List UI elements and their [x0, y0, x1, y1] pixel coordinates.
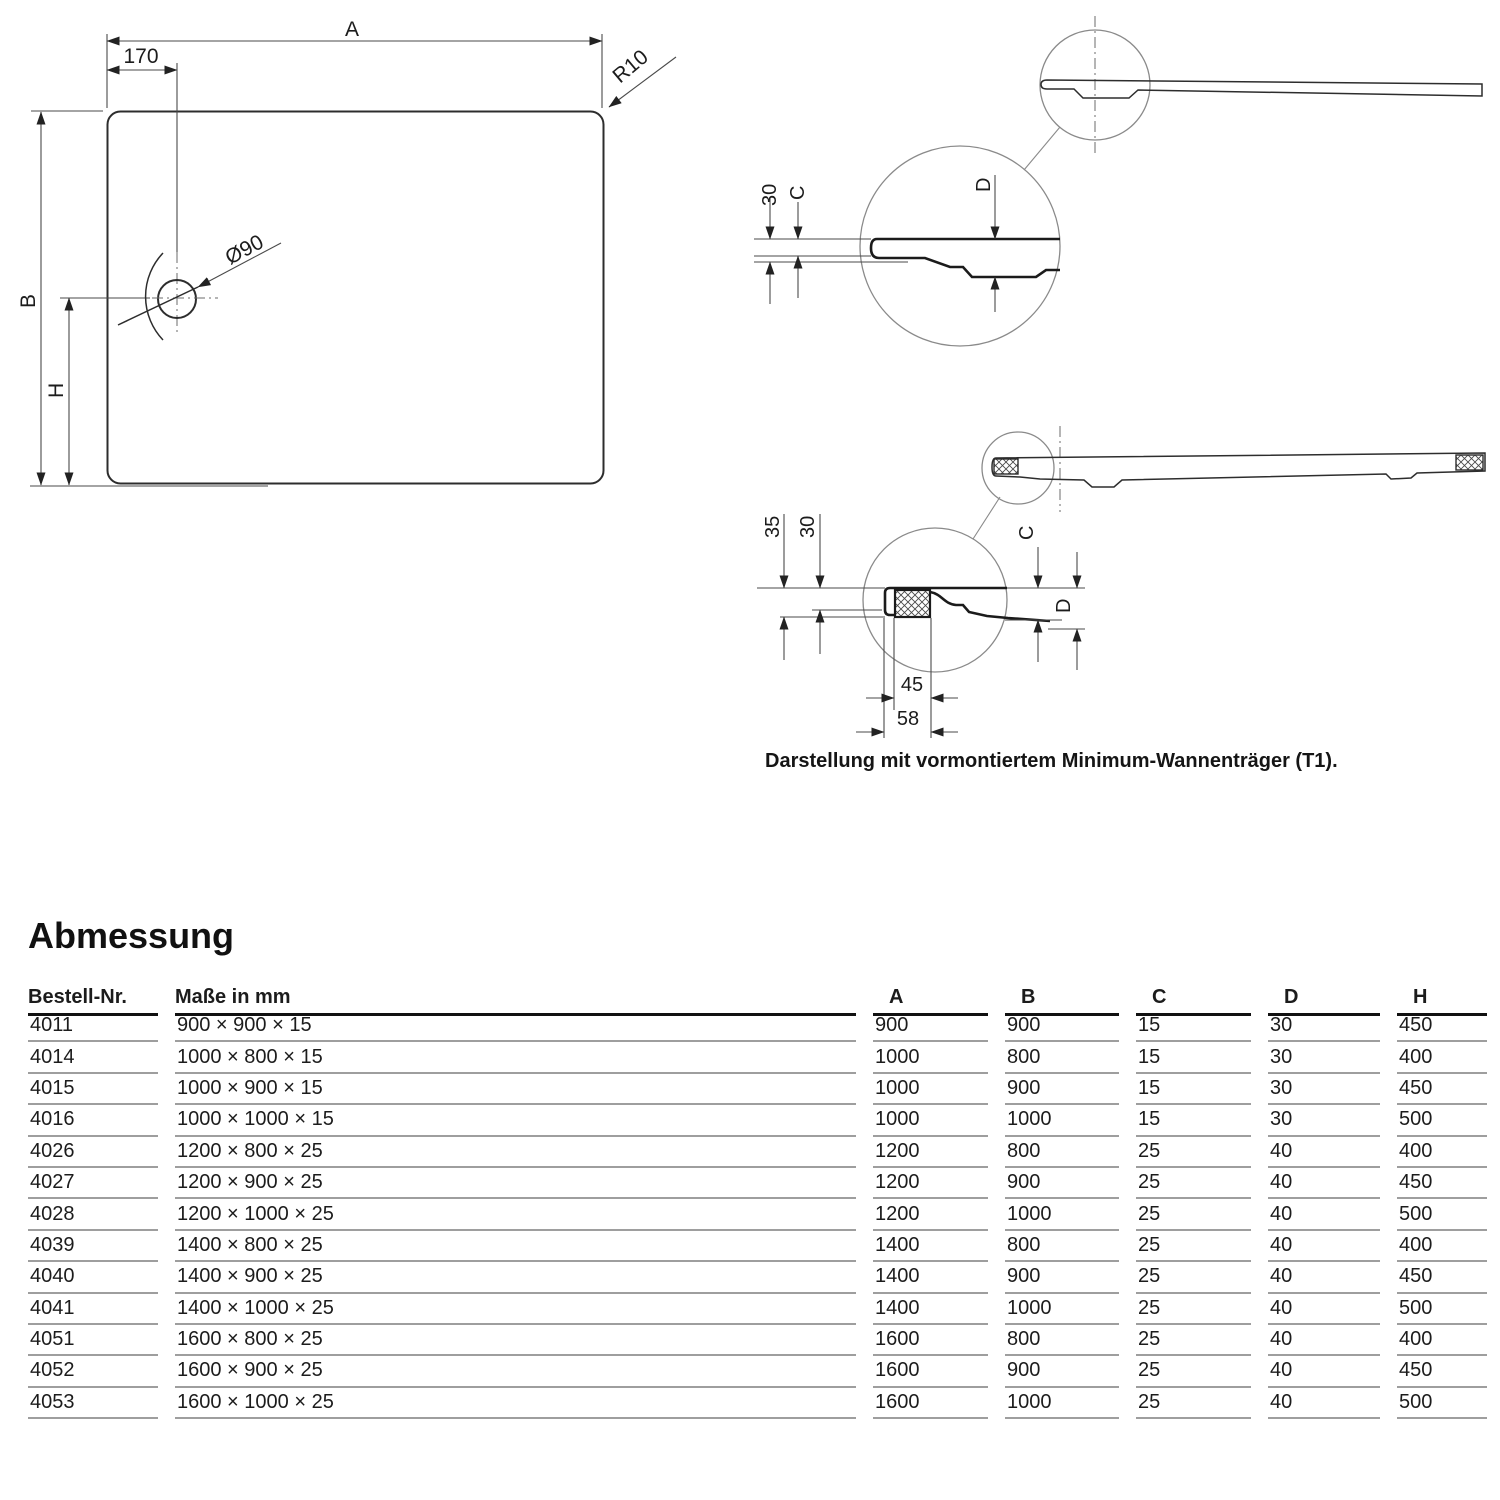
cell-d: 40 — [1268, 1294, 1380, 1325]
dim-label-a: A — [344, 18, 360, 41]
column-header-a: A — [873, 986, 988, 1016]
cell-h: 400 — [1397, 1231, 1487, 1262]
cell-c: 25 — [1136, 1325, 1251, 1356]
cell-masse: 1200 × 800 × 25 — [175, 1137, 856, 1168]
cell-a: 1400 — [873, 1294, 988, 1325]
dimension-c — [787, 186, 809, 298]
dim-label-b: B — [17, 293, 40, 308]
section-title: Abmessung — [28, 915, 235, 956]
dimension-d — [973, 175, 995, 312]
cell-masse: 1600 × 800 × 25 — [175, 1325, 856, 1356]
cell-b: 900 — [1005, 1356, 1119, 1387]
cell-bestell-nr: 4028 — [28, 1199, 158, 1230]
table-row — [28, 1105, 1487, 1136]
cell-c: 25 — [1136, 1388, 1251, 1419]
cell-h: 500 — [1397, 1105, 1487, 1136]
cell-bestell-nr: 4039 — [28, 1231, 158, 1262]
dim-label-45: 45 — [900, 674, 924, 696]
cell-bestell-nr: 4014 — [28, 1042, 158, 1073]
dimensions-table — [28, 986, 1487, 1419]
table-header-row — [28, 986, 1487, 1011]
cell-masse: 1400 × 800 × 25 — [175, 1231, 856, 1262]
section-drawing-carrier — [740, 420, 1500, 760]
cell-h: 500 — [1397, 1388, 1487, 1419]
cell-bestell-nr: 4027 — [28, 1168, 158, 1199]
dim-label-c-carrier: C — [1016, 525, 1038, 540]
cell-c: 25 — [1136, 1294, 1251, 1325]
side-profile — [1024, 16, 1482, 170]
cell-a: 1600 — [873, 1356, 988, 1387]
cell-b: 1000 — [1005, 1105, 1119, 1136]
cell-c: 25 — [1136, 1356, 1251, 1387]
cell-b: 800 — [1005, 1231, 1119, 1262]
cell-a: 1000 — [873, 1105, 988, 1136]
dim-label-30: 30 — [759, 183, 781, 206]
dimension-30 — [759, 184, 781, 304]
carrier-hatch-left — [994, 459, 1018, 474]
cell-c: 25 — [1136, 1168, 1251, 1199]
cell-h: 450 — [1397, 1356, 1487, 1387]
cell-b: 900 — [1005, 1074, 1119, 1105]
table-row — [28, 1042, 1487, 1073]
cell-d: 40 — [1268, 1262, 1380, 1293]
table-row — [28, 1011, 1487, 1042]
cell-c: 15 — [1136, 1011, 1251, 1042]
cell-bestell-nr: 4052 — [28, 1356, 158, 1387]
cell-c: 25 — [1136, 1137, 1251, 1168]
dim-label-r10: R10 — [608, 45, 653, 88]
cell-h: 400 — [1397, 1325, 1487, 1356]
column-header-masse: Maße in mm — [175, 986, 856, 1016]
cell-a: 1000 — [873, 1074, 988, 1105]
table-row — [28, 1231, 1487, 1262]
dim-label-35: 35 — [762, 515, 784, 538]
cell-h: 450 — [1397, 1168, 1487, 1199]
plan-view-drawing — [0, 0, 700, 520]
cell-masse: 900 × 900 × 15 — [175, 1011, 856, 1042]
carrier-hatch-right — [1456, 455, 1483, 470]
cell-h: 450 — [1397, 1074, 1487, 1105]
cell-c: 15 — [1136, 1074, 1251, 1105]
cell-bestell-nr: 4040 — [28, 1262, 158, 1293]
cell-bestell-nr: 4016 — [28, 1105, 158, 1136]
table-row — [28, 1356, 1487, 1387]
dimension-d-carrier — [1053, 552, 1077, 670]
cell-masse: 1000 × 800 × 15 — [175, 1042, 856, 1073]
cell-bestell-nr: 4053 — [28, 1388, 158, 1419]
table-row — [28, 1262, 1487, 1293]
cell-a: 1200 — [873, 1199, 988, 1230]
cell-b: 800 — [1005, 1325, 1119, 1356]
cell-c: 25 — [1136, 1231, 1251, 1262]
cell-c: 25 — [1136, 1262, 1251, 1293]
cell-d: 40 — [1268, 1137, 1380, 1168]
cell-bestell-nr: 4015 — [28, 1074, 158, 1105]
table-row — [28, 1388, 1487, 1419]
detail-circle-large — [860, 146, 1060, 346]
cell-masse: 1000 × 1000 × 15 — [175, 1105, 856, 1136]
cell-c: 25 — [1136, 1199, 1251, 1230]
cell-d: 30 — [1268, 1105, 1380, 1136]
cell-b: 900 — [1005, 1262, 1119, 1293]
cell-b: 800 — [1005, 1137, 1119, 1168]
cell-b: 800 — [1005, 1042, 1119, 1073]
cell-bestell-nr: 4011 — [28, 1011, 158, 1042]
cell-h: 400 — [1397, 1137, 1487, 1168]
dim-label-c: C — [787, 185, 809, 200]
cell-b: 900 — [1005, 1168, 1119, 1199]
column-header-h: H — [1397, 986, 1487, 1016]
cell-d: 40 — [1268, 1168, 1380, 1199]
dimension-a — [107, 18, 602, 108]
cell-b: 1000 — [1005, 1199, 1119, 1230]
cell-bestell-nr: 4041 — [28, 1294, 158, 1325]
table-row — [28, 1137, 1487, 1168]
cell-d: 40 — [1268, 1356, 1380, 1387]
cell-h: 400 — [1397, 1042, 1487, 1073]
cell-a: 1400 — [873, 1262, 988, 1293]
cell-d: 30 — [1268, 1042, 1380, 1073]
cell-bestell-nr: 4026 — [28, 1137, 158, 1168]
dimension-170 — [107, 45, 177, 333]
section-drawing-basic — [740, 0, 1500, 420]
cell-masse: 1000 × 900 × 15 — [175, 1074, 856, 1105]
dim-label-170: 170 — [123, 45, 159, 68]
table-row — [28, 1199, 1487, 1230]
cell-a: 1200 — [873, 1137, 988, 1168]
cell-a: 1600 — [873, 1325, 988, 1356]
column-header-d: D — [1268, 986, 1380, 1016]
cell-d: 40 — [1268, 1231, 1380, 1262]
dimension-r10 — [608, 45, 676, 107]
cell-d: 30 — [1268, 1074, 1380, 1105]
column-header-bestell-nr: Bestell-Nr. — [28, 986, 158, 1016]
cell-a: 1400 — [873, 1231, 988, 1262]
column-header-c: C — [1136, 986, 1251, 1016]
carrier-block — [895, 590, 930, 617]
dimension-35 — [762, 514, 784, 660]
dim-label-drain-diameter: Ø90 — [221, 230, 268, 270]
dim-label-58: 58 — [896, 708, 920, 730]
cell-h: 450 — [1397, 1262, 1487, 1293]
dimension-c-carrier — [1016, 526, 1038, 662]
table-body — [28, 1011, 1487, 1419]
dim-label-h: H — [45, 382, 68, 398]
cell-d: 40 — [1268, 1199, 1380, 1230]
cell-a: 1200 — [873, 1168, 988, 1199]
dim-label-30-carrier: 30 — [797, 515, 819, 538]
table-row — [28, 1325, 1487, 1356]
cell-h: 500 — [1397, 1199, 1487, 1230]
cell-a: 900 — [873, 1011, 988, 1042]
cell-h: 450 — [1397, 1011, 1487, 1042]
cell-d: 30 — [1268, 1011, 1380, 1042]
cell-b: 1000 — [1005, 1294, 1119, 1325]
column-header-b: B — [1005, 986, 1119, 1016]
cell-masse: 1400 × 900 × 25 — [175, 1262, 856, 1293]
cell-a: 1000 — [873, 1042, 988, 1073]
side-profile-carrier — [973, 426, 1485, 539]
cell-a: 1600 — [873, 1388, 988, 1419]
cell-b: 900 — [1005, 1011, 1119, 1042]
cell-masse: 1200 × 900 × 25 — [175, 1168, 856, 1199]
cell-h: 500 — [1397, 1294, 1487, 1325]
cell-masse: 1600 × 900 × 25 — [175, 1356, 856, 1387]
section-detail — [754, 146, 1060, 346]
cell-d: 40 — [1268, 1388, 1380, 1419]
dim-label-d-carrier: D — [1053, 598, 1075, 613]
cell-d: 40 — [1268, 1325, 1380, 1356]
table-row — [28, 1074, 1487, 1105]
cell-masse: 1200 × 1000 × 25 — [175, 1199, 856, 1230]
cell-b: 1000 — [1005, 1388, 1119, 1419]
dim-label-d: D — [973, 177, 995, 192]
dimension-58 — [856, 708, 958, 732]
cell-masse: 1400 × 1000 × 25 — [175, 1294, 856, 1325]
cell-masse: 1600 × 1000 × 25 — [175, 1388, 856, 1419]
cell-c: 15 — [1136, 1042, 1251, 1073]
table-row — [28, 1294, 1487, 1325]
dimension-h — [45, 298, 150, 485]
dimension-30-carrier — [797, 514, 820, 654]
cell-bestell-nr: 4051 — [28, 1325, 158, 1356]
cell-c: 15 — [1136, 1105, 1251, 1136]
table-row — [28, 1168, 1487, 1199]
drawing-caption: Darstellung mit vormontiertem Minimum-Wannenträger (T1). — [765, 750, 1338, 772]
drain-detail — [118, 230, 281, 340]
